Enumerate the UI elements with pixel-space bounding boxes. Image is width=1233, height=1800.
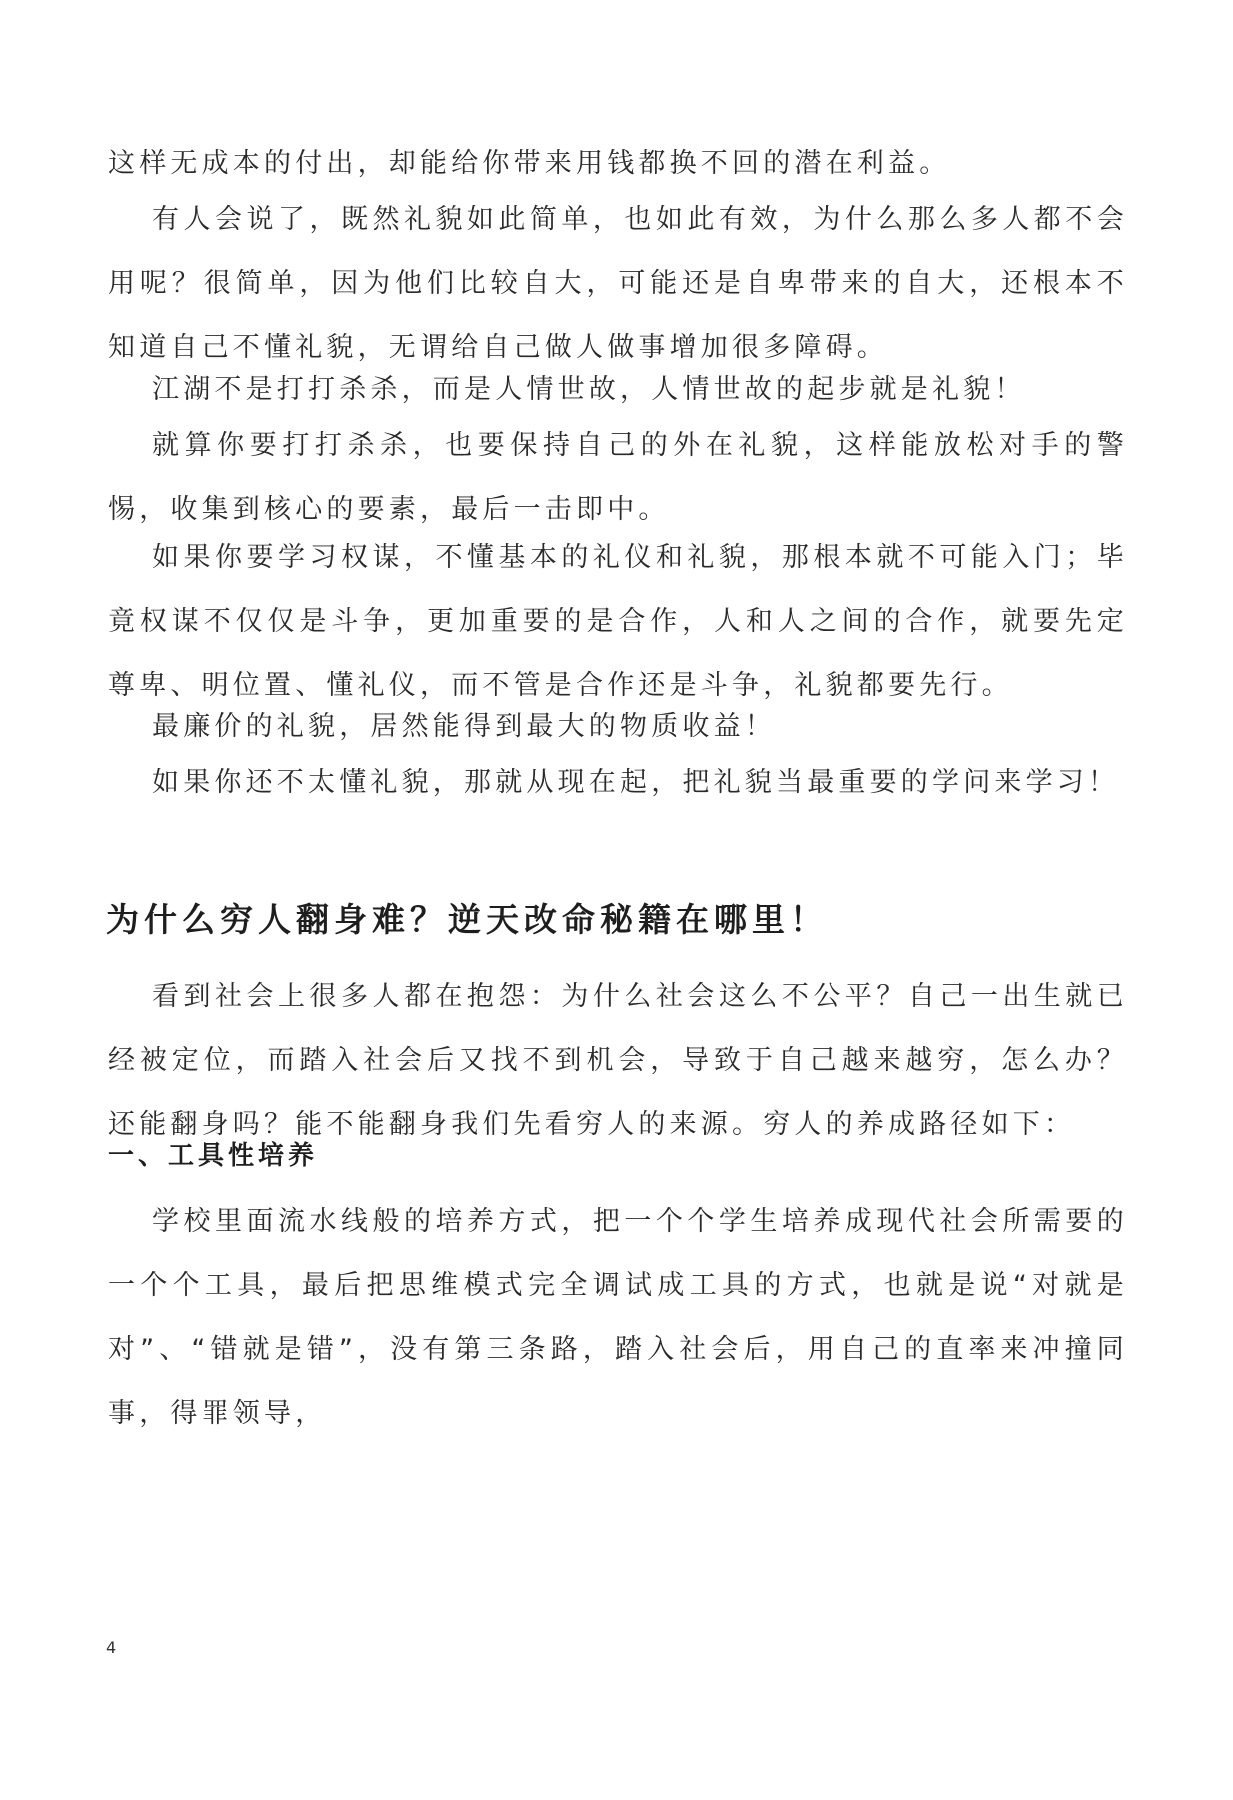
- paragraph-jianghu: 江湖不是打打杀杀，而是人情世故，人情世故的起步就是礼貌！: [152, 374, 1026, 405]
- section-heading: 为什么穷人翻身难？逆天改命秘籍在哪里！: [106, 900, 828, 939]
- paragraph-fighting: 就算你要打打杀杀，也要保持自己的外在礼貌，这样能放松对手的警惕，收集到核心的要素，最后一击即中。: [108, 430, 1128, 525]
- paragraph-learn-politeness: 如果你还不太懂礼貌，那就从现在起，把礼貌当最重要的学问来学习！: [152, 767, 1120, 798]
- paragraph-cheapest-politeness: 最廉价的礼貌，居然能得到最大的物质收益！: [152, 711, 776, 742]
- paragraph-section-intro: 看到社会上很多人都在抱怨：为什么社会这么不公平？自己一出生就已经被定位，而踏入社会后又找不到机会，导致于自己越来越穷，怎么办？还能翻身吗？能不能翻身我们先看穷人的来源。穷人的养成路径如下：: [108, 981, 1128, 1140]
- paragraph-politeness-question: 有人会说了，既然礼貌如此简单，也如此有效，为什么那么多人都不会用呢？很简单，因为他们比较自大，可能还是自卑带来的自大，还根本不知道自己不懂礼貌，无谓给自己做人做事增加很多障碍。: [108, 204, 1128, 363]
- paragraph-continuation: 这样无成本的付出，却能给你带来用钱都换不回的潜在利益。: [108, 148, 951, 179]
- paragraph-school-training: 学校里面流水线般的培养方式，把一个个学生培养成现代社会所需要的一个个工具，最后把思维模式完全调试成工具的方式，也就是说“对就是对”、“错就是错”，没有第三条路，踏入社会后，用自己的直率来冲撞同事，得罪领导，: [108, 1206, 1128, 1429]
- page-number: 4: [106, 1638, 117, 1657]
- paragraph-strategy: 如果你要学习权谋，不懂基本的礼仪和礼貌，那根本就不可能入门；毕竟权谋不仅仅是斗争，更加重要的是合作，人和人之间的合作，就要先定尊卑、明位置、懂礼仪，而不管是合作还是斗争，礼貌都要先行。: [108, 542, 1128, 701]
- subheading-tool-training: 一、工具性培养: [108, 1141, 319, 1171]
